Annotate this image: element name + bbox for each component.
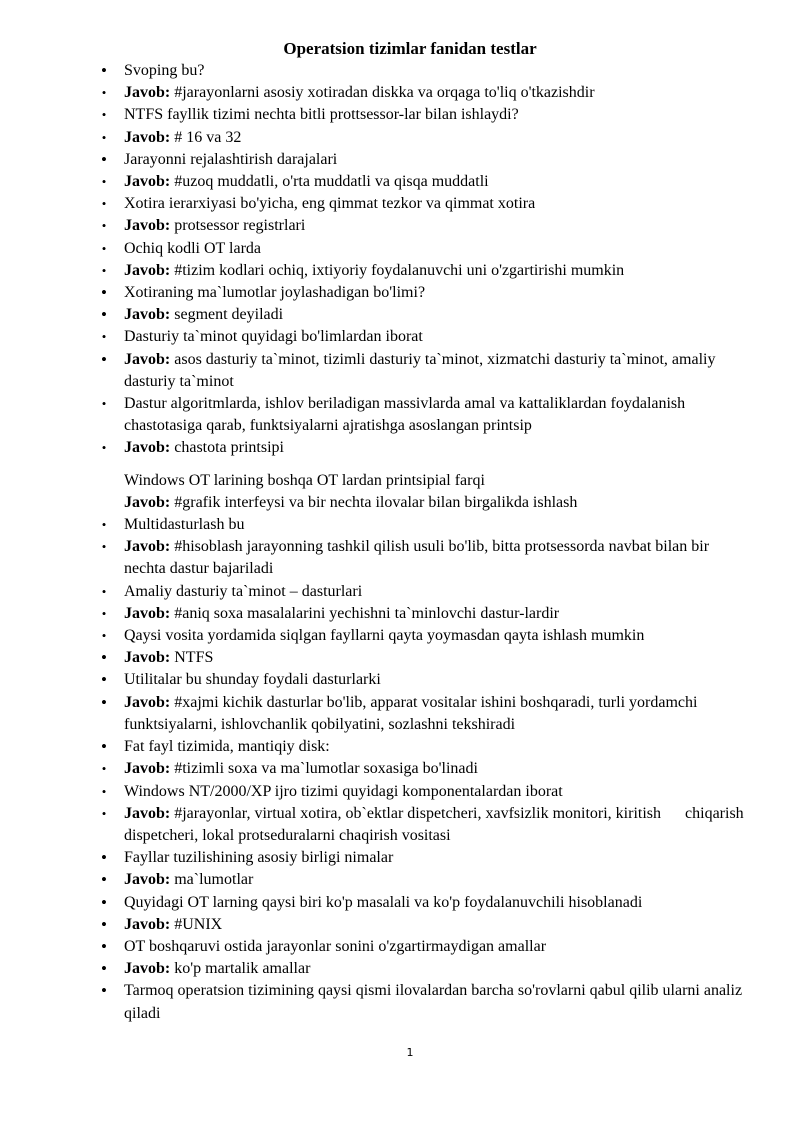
question-item <box>0 470 744 492</box>
answer-label: Javob: <box>124 217 171 235</box>
answer-text: ma`lumotlar <box>170 871 254 889</box>
answer-text: #tizim kodlari ochiq, ixtiyoriy foydalanuvchi uni o'zgartirishi mumkin <box>170 261 625 279</box>
question-text: Windows OT larining boshqa OT lardan printsipial farqi <box>124 471 485 489</box>
answer-label: Javob: <box>124 439 171 457</box>
answer-label: Javob: <box>124 538 171 556</box>
question-item <box>0 326 744 348</box>
answer-text: #jarayonlarni asosiy xotiradan diskka va orqaga to'liq o'tkazishdir <box>170 84 595 102</box>
question-item <box>0 149 744 171</box>
answer-text: protsessor registrlari <box>170 217 306 235</box>
question-item <box>0 669 744 691</box>
answer-text: ko'p martalik amallar <box>170 960 311 978</box>
answer-item <box>0 914 744 936</box>
answer-text: segment deyiladi <box>170 306 284 324</box>
bullet-icon: • <box>101 240 107 256</box>
answer-label: Javob: <box>124 804 171 822</box>
bullet-icon: • <box>101 914 107 934</box>
answer-label: Javob: <box>124 649 171 667</box>
question-text: Jarayonni rejalashtirish darajalari <box>124 150 338 168</box>
bullet-icon: • <box>101 218 107 234</box>
question-text: Multidasturlash bu <box>124 516 245 534</box>
bullet-icon: • <box>101 149 107 169</box>
answer-text: #aniq soxa masalalarini yechishni ta`minlovchi dastur-lardir <box>170 604 560 622</box>
question-item <box>0 847 744 869</box>
answer-label: Javob: <box>124 960 171 978</box>
question-text: Quyidagi OT larning qaysi biri ko'p masalali va ko'p foydalanuvchili hisoblanadi <box>124 893 643 911</box>
question-text: Dastur algoritmlarda, ishlov beriladigan massivlarda amal va kattaliklardan foydalanish chastotasiga qarab, funktsiyalarni ajratishga asoslangan printsip <box>124 395 690 435</box>
bullet-icon: • <box>101 737 107 757</box>
question-item <box>0 581 744 603</box>
answer-label: Javob: <box>124 760 171 778</box>
bullet-icon: • <box>101 848 107 868</box>
answer-item <box>0 437 744 459</box>
answer-item <box>0 82 744 104</box>
answer-item <box>0 758 744 780</box>
question-text: Ochiq kodli OT larda <box>124 239 262 257</box>
answer-label: Javob: <box>124 84 171 102</box>
question-answer-list <box>0 60 800 1025</box>
answer-text: #uzoq muddatli, o'rta muddatli va qisqa muddatli <box>170 173 489 191</box>
answer-label: Javob: <box>124 350 171 368</box>
bullet-icon: • <box>101 174 107 190</box>
page-number: 1 <box>406 1046 414 1059</box>
bullet-icon: • <box>101 262 107 278</box>
question-text: NTFS fayllik tizimi nechta bitli prottsessor-lar bilan ishlaydi? <box>124 106 519 124</box>
bullet-icon: • <box>101 981 107 1001</box>
bullet-icon: • <box>101 305 107 325</box>
answer-label: Javob: <box>124 128 171 146</box>
question-text: Xotira ierarxiyasi bo'yicha, eng qimmat tezkor va qimmat xotira <box>124 195 536 213</box>
bullet-icon: • <box>101 692 107 712</box>
question-item <box>0 60 744 82</box>
bullet-icon: • <box>101 605 107 621</box>
bullet-icon: • <box>101 396 107 412</box>
answer-text: #jarayonlar, virtual xotira, ob`ektlar dispetcheri, xavfsizlik monitori, kiritish chiqarish dispetcheri, lokal protseduralarni chaqirish vositasi <box>124 804 748 844</box>
answer-item <box>0 260 744 282</box>
question-item <box>0 936 744 958</box>
question-text: Utilitalar bu shunday foydali dasturlarki <box>124 671 381 689</box>
answer-item <box>0 304 744 326</box>
bullet-icon: • <box>101 892 107 912</box>
answer-item <box>0 536 744 580</box>
answer-item <box>0 492 744 514</box>
answer-label: Javob: <box>124 871 171 889</box>
bullet-icon: • <box>101 440 107 456</box>
answer-item <box>0 127 744 149</box>
bullet-icon: • <box>101 61 107 80</box>
bullet-icon: • <box>101 283 107 303</box>
bullet-icon: • <box>101 761 107 777</box>
answer-label: Javob: <box>124 173 171 191</box>
question-text: Fayllar tuzilishining asosiy birligi nimalar <box>124 849 394 867</box>
question-item <box>0 625 744 647</box>
answer-text: asos dasturiy ta`minot, tizimli dasturiy ta`minot, xizmatchi dasturiy ta`minot, amaliy dasturiy ta`minot <box>124 350 720 390</box>
bullet-icon: • <box>101 85 107 101</box>
bullet-icon: • <box>101 107 107 123</box>
bullet-icon: • <box>101 628 107 644</box>
bullet-icon: • <box>101 648 107 668</box>
answer-text: NTFS <box>170 649 214 667</box>
answer-item <box>0 869 744 891</box>
question-text: Xotiraning ma`lumotlar joylashadigan bo'limi? <box>124 284 426 302</box>
bullet-icon: • <box>101 349 107 369</box>
question-text: Tarmoq operatsion tizimining qaysi qismi ilovalardan barcha so'rovlarni qabul qilib ularni analiz qiladi <box>124 982 747 1022</box>
bullet-icon: • <box>101 870 107 890</box>
question-text: Dasturiy ta`minot quyidagi bo'limlardan iborat <box>124 328 423 346</box>
answer-label: Javob: <box>124 915 171 933</box>
bullet-icon: • <box>101 959 107 979</box>
answer-text: #hisoblash jarayonning tashkil qilish usuli bo'lib, bitta protsessorda navbat bilan bir nechta dastur bajariladi <box>124 538 714 578</box>
answer-label: Javob: <box>124 604 171 622</box>
bullet-icon: • <box>101 670 107 690</box>
question-item <box>0 393 744 437</box>
document-title: Operatsion tizimlar fanidan testlar <box>283 39 537 58</box>
answer-text: # 16 va 32 <box>170 128 242 146</box>
question-item <box>0 238 744 260</box>
answer-label: Javob: <box>124 306 171 324</box>
answer-text: #grafik interfeysi va bir nechta ilovalar bilan birgalikda ishlash <box>170 493 578 511</box>
bullet-icon: • <box>101 583 107 599</box>
question-item <box>0 980 747 1024</box>
answer-label: Javob: <box>124 493 171 511</box>
answer-text: chastota printsipi <box>170 439 284 457</box>
answer-text: #tizimli soxa va ma`lumotlar soxasiga bo'linadi <box>170 760 478 778</box>
answer-item <box>0 803 748 847</box>
bullet-icon: • <box>101 329 107 345</box>
answer-item <box>0 692 744 736</box>
answer-item <box>0 958 744 980</box>
bullet-icon: • <box>101 539 107 555</box>
answer-item <box>0 215 744 237</box>
answer-item <box>0 603 744 625</box>
bullet-icon: • <box>101 129 107 145</box>
question-item <box>0 736 744 758</box>
bullet-icon: • <box>101 783 107 799</box>
question-text: Fat fayl tizimida, mantiqiy disk: <box>124 738 330 756</box>
answer-item <box>0 171 744 193</box>
question-text: Amaliy dasturiy ta`minot – dasturlari <box>124 582 363 600</box>
bullet-icon: • <box>101 936 107 956</box>
question-text: Qaysi vosita yordamida siqlgan fayllarni qayta yoymasdan qayta ishlash mumkin <box>124 627 645 645</box>
question-item <box>0 282 744 304</box>
answer-item <box>0 349 744 393</box>
question-item <box>0 104 744 126</box>
answer-text: #xajmi kichik dasturlar bo'lib, apparat vositalar ishini boshqaradi, turli yordamchi funktsiyalarni, ishlovchanlik qobilyatini, sozlashni tekshiradi <box>124 693 702 733</box>
answer-item <box>0 647 744 669</box>
bullet-icon: • <box>101 805 107 821</box>
question-item <box>0 892 744 914</box>
answer-label: Javob: <box>124 693 171 711</box>
answer-label: Javob: <box>124 261 171 279</box>
answer-text: #UNIX <box>170 915 223 933</box>
spacer <box>0 460 800 470</box>
question-text: Windows NT/2000/XP ijro tizimi quyidagi komponentalardan iborat <box>124 782 563 800</box>
question-text: Svoping bu? <box>124 62 205 79</box>
question-text: OT boshqaruvi ostida jarayonlar sonini o'zgartirmaydigan amallar <box>124 937 547 955</box>
question-item <box>0 781 744 803</box>
bullet-icon: • <box>101 517 107 533</box>
question-item <box>0 193 744 215</box>
question-item <box>0 514 744 536</box>
bullet-icon: • <box>101 196 107 212</box>
